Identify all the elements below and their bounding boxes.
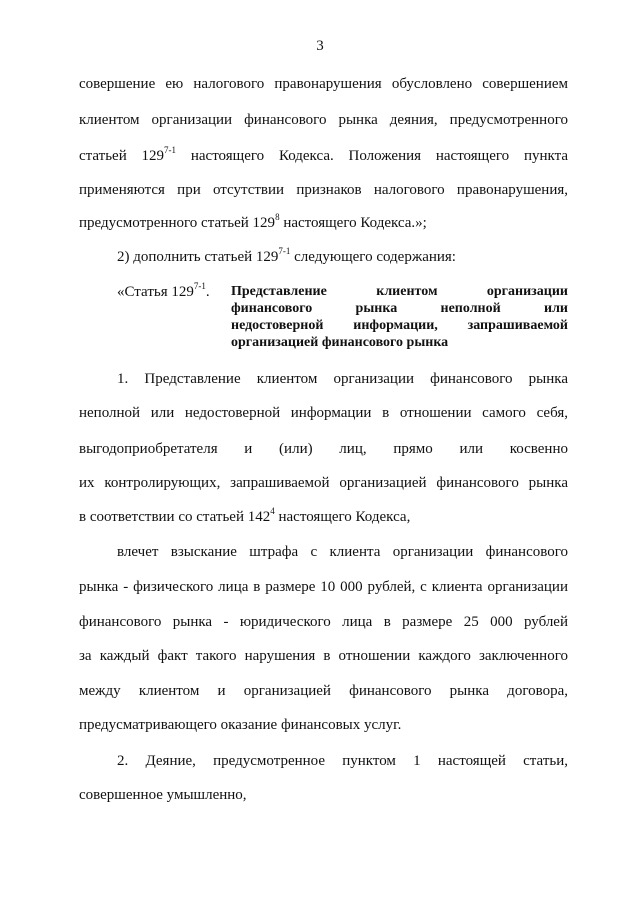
superscript: 4 xyxy=(270,506,275,516)
text-line: совершенное умышленно, xyxy=(79,787,247,803)
text-line: 1. Представление клиентом организации финансового рынка xyxy=(117,371,568,387)
text-line: предусматривающего оказание финансовых услуг. xyxy=(79,717,402,733)
text-line: между клиентом и организацией финансового рынка договора, xyxy=(79,683,568,699)
text-line: совершение ею налогового правонарушения обусловлено совершением xyxy=(79,76,568,92)
article-title-line: Представление клиентом организации xyxy=(231,284,568,299)
text-line: выгодоприобретателя и (или) лиц, прямо или косвенно xyxy=(79,441,568,457)
article-title-line: недостоверной информации, запрашиваемой xyxy=(231,318,568,333)
text-line: предусмотренного статьей $129^8$ настоящего Кодекса.»; xyxy=(79,212,427,231)
text-line: 2. Деяние, предусмотренное пунктом 1 настоящей статьи, xyxy=(117,753,568,769)
text-line: в соответствии со статьей $142^4$ настоящего Кодекса, xyxy=(79,506,411,525)
text-line: рынка - физического лица в размере 10 000 рублей, с клиента организации xyxy=(79,579,568,595)
superscript: 7-1 xyxy=(164,145,177,155)
superscript: 8 xyxy=(275,212,280,222)
text-line: неполной или недостоверной информации в отношении самого себя, xyxy=(79,405,568,421)
text-line: статьей 129$^{7-1}$ настоящего Кодекса. Положения настоящего пункта xyxy=(79,145,568,164)
superscript: 7-1 xyxy=(193,281,206,291)
text-line: их контролирующих, запрашиваемой организацией финансового рынка xyxy=(79,475,568,491)
list-item-2: 2) дополнить статьей 129$^{7-1}$ следующего содержания: xyxy=(117,246,456,265)
superscript: 7-1 xyxy=(278,246,291,256)
text-line: финансового рынка - юридического лица в размере 25 000 рублей xyxy=(79,614,568,630)
article-title xyxy=(231,283,568,351)
page-number: 3 xyxy=(316,38,324,54)
text-line: влечет взыскание штрафа с клиента организации финансового xyxy=(117,544,568,560)
article-label: «Статья 129$^{7-1}$. xyxy=(117,281,210,300)
text-line: за каждый факт такого нарушения в отношении каждого заключенного xyxy=(79,648,568,664)
text-line: применяются при отсутствии признаков налогового правонарушения, xyxy=(79,182,568,198)
text-line: клиентом организации финансового рынка деяния, предусмотренного xyxy=(79,112,568,128)
article-title-line: финансового рынка неполной или xyxy=(231,301,568,316)
article-title-line: организацией финансового рынка xyxy=(231,335,449,350)
